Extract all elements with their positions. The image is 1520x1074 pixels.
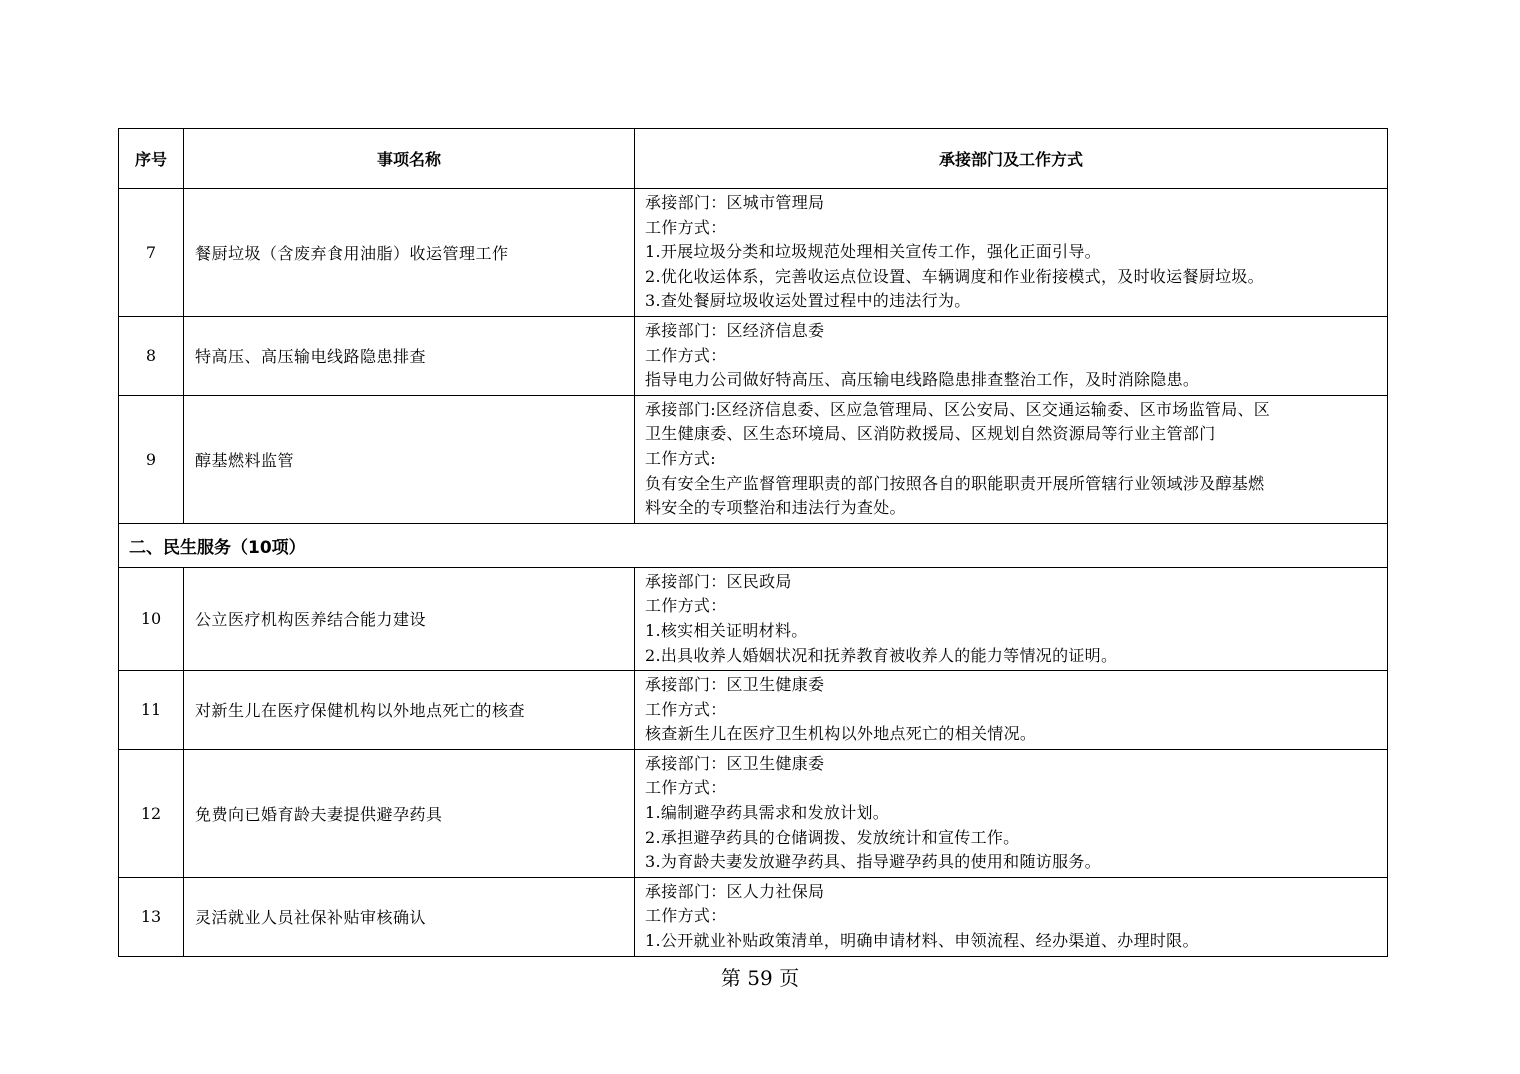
section-group (119, 523, 1388, 567)
row-serial-number: 11 (119, 671, 184, 750)
table-row (119, 671, 1388, 750)
detail-line: 料安全的专项整治和违法行为查处。 (645, 498, 906, 518)
detail-line: 承接部门：区人力社保局 (645, 881, 825, 901)
matters-table (118, 128, 1388, 957)
header-matter-name: 事项名称 (184, 129, 635, 189)
detail-line: 承接部门：区卫生健康委 (645, 753, 825, 773)
row-matter-name: 免费向已婚育龄夫妻提供避孕药具 (184, 749, 635, 877)
detail-line: 2.优化收运体系，完善收运点位设置、车辆调度和作业衔接模式，及时收运餐厨垃圾。 (645, 266, 1264, 286)
detail-line: 工作方式： (645, 596, 727, 616)
row-serial-number: 12 (119, 749, 184, 877)
row-department-and-method (635, 877, 1388, 956)
detail-line: 3.为育龄夫妻发放避孕药具、指导避孕药具的使用和随访服务。 (645, 852, 1101, 872)
detail-line: 1.开展垃圾分类和垃圾规范处理相关宣传工作，强化正面引导。 (645, 242, 1101, 262)
row-matter-name: 对新生儿在医疗保健机构以外地点死亡的核查 (184, 671, 635, 750)
detail-line: 核查新生儿在医疗卫生机构以外地点死亡的相关情况。 (645, 724, 1037, 744)
page-number: 第 59 页 (720, 966, 800, 990)
detail-line: 承接部门：区民政局 (645, 571, 792, 591)
detail-line: 1.核实相关证明材料。 (645, 620, 808, 640)
section-title: 二、民生服务（10项） (119, 523, 1388, 567)
row-serial-number: 9 (119, 395, 184, 523)
section-row (119, 523, 1388, 567)
detail-line: 指导电力公司做好特高压、高压输电线路隐患排查整治工作，及时消除隐患。 (645, 370, 1200, 390)
row-department-and-method (635, 567, 1388, 670)
table-row (119, 189, 1388, 317)
table-row (119, 395, 1388, 523)
detail-line: 2.出具收养人婚姻状况和抚养教育被收养人的能力等情况的证明。 (645, 645, 1118, 665)
detail-line: 承接部门：区经济信息委 (645, 320, 825, 340)
table-body-group2 (119, 567, 1388, 956)
table-row (119, 316, 1388, 395)
row-serial-number: 8 (119, 316, 184, 395)
table-header-row (119, 129, 1388, 189)
detail-line: 工作方式: (645, 448, 716, 468)
detail-line: 1.公开就业补贴政策清单，明确申请材料、申领流程、经办渠道、办理时限。 (645, 931, 1199, 951)
detail-line: 工作方式： (645, 906, 727, 926)
row-matter-name: 公立医疗机构医养结合能力建设 (184, 567, 635, 670)
row-serial-number: 10 (119, 567, 184, 670)
header-department-and-method: 承接部门及工作方式 (635, 129, 1388, 189)
row-serial-number: 7 (119, 189, 184, 317)
detail-line: 1.编制避孕药具需求和发放计划。 (645, 803, 890, 823)
table-body-group1 (119, 189, 1388, 524)
row-department-and-method (635, 749, 1388, 877)
detail-line: 3.查处餐厨垃圾收运处置过程中的违法行为。 (645, 291, 971, 311)
row-department-and-method (635, 189, 1388, 317)
table-row (119, 877, 1388, 956)
row-department-and-method (635, 671, 1388, 750)
row-matter-name: 醇基燃料监管 (184, 395, 635, 523)
detail-line: 承接部门：区卫生健康委 (645, 675, 825, 695)
row-matter-name: 餐厨垃圾（含废弃食用油脂）收运管理工作 (184, 189, 635, 317)
detail-line: 卫生健康委、区生态环境局、区消防救援局、区规划自然资源局等行业主管部门 (645, 424, 1216, 444)
table-row (119, 567, 1388, 670)
detail-line: 工作方式： (645, 345, 727, 365)
row-serial-number: 13 (119, 877, 184, 956)
row-matter-name: 特高压、高压输电线路隐患排查 (184, 316, 635, 395)
table-row (119, 749, 1388, 877)
detail-line: 工作方式： (645, 217, 727, 237)
detail-line: 承接部门：区城市管理局 (645, 193, 825, 212)
detail-line: 承接部门:区经济信息委、区应急管理局、区公安局、区交通运输委、区市场监管局、区 (645, 399, 1271, 419)
row-department-and-method (635, 395, 1388, 523)
row-department-and-method (635, 316, 1388, 395)
detail-line: 2.承担避孕药具的仓储调拨、发放统计和宣传工作。 (645, 827, 1020, 847)
detail-line: 工作方式： (645, 699, 727, 719)
detail-line: 负有安全生产监督管理职责的部门按照各自的职能职责开展所管辖行业领域涉及醇基燃 (645, 473, 1265, 493)
header-serial-number: 序号 (119, 129, 184, 189)
row-matter-name: 灵活就业人员社保补贴审核确认 (184, 877, 635, 956)
detail-line: 工作方式： (645, 778, 727, 798)
